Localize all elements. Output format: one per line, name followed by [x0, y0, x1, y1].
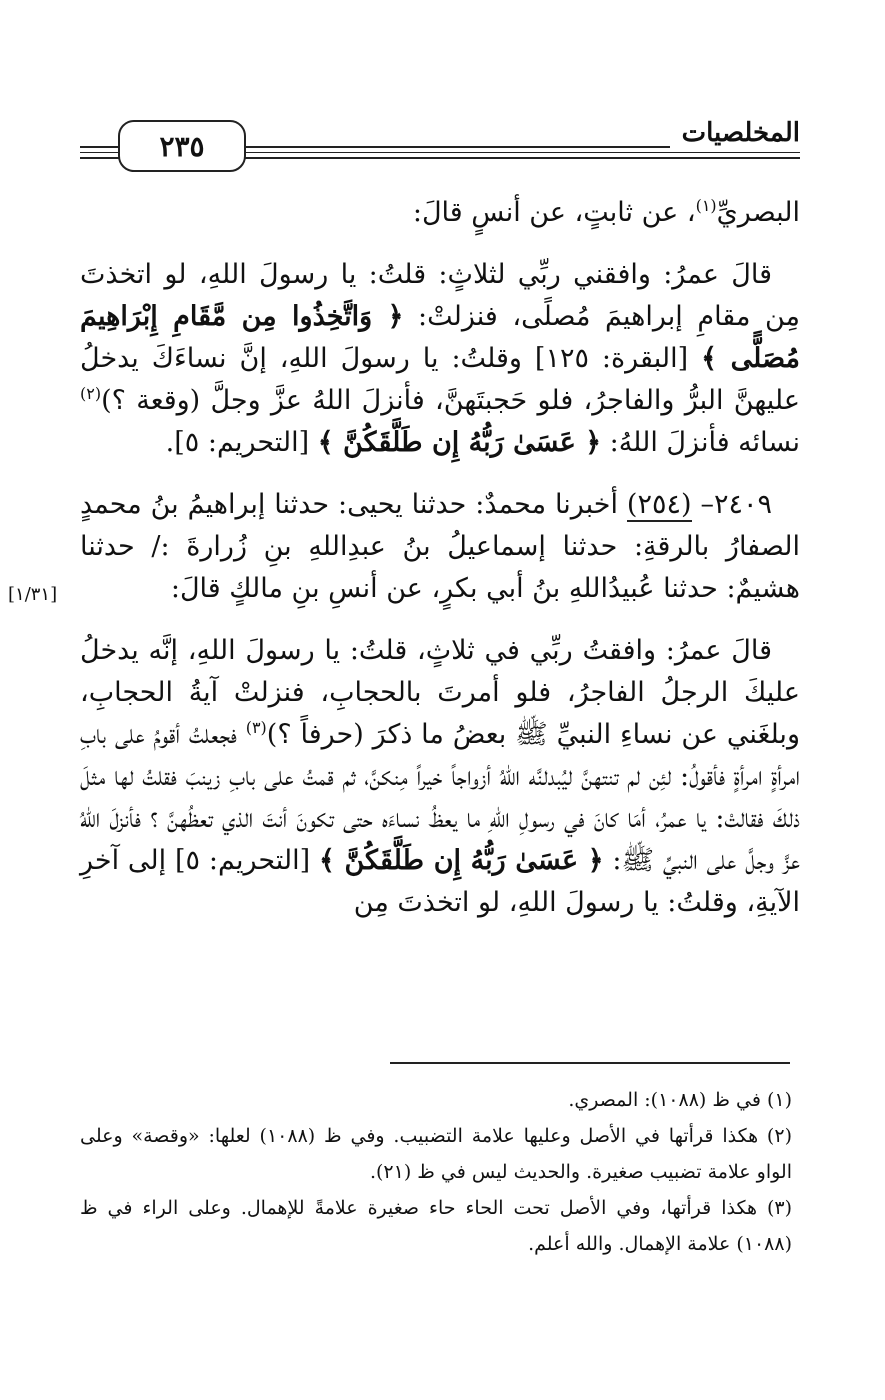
footnote-marker: (٣) — [245, 718, 267, 737]
paragraph-isnad-end — [80, 192, 800, 234]
paragraph-matn — [80, 254, 800, 464]
paragraph-hadith-isnad — [80, 484, 800, 610]
quran-verse: ﴿ عَسَىٰ رَبُّهُ إِن طَلَّقَكُنَّ ﴾ — [319, 845, 604, 876]
hadith-number: ٢٤٠٩– — [700, 489, 772, 520]
footnote: (٣) هكذا قرأتها، وفي الأصل تحت الحاء حاء صغيرة علامةً للإهمال. وعلى الراء في ظ (١٠٨٨) علامة الإهمال. والله أعلم. — [80, 1197, 792, 1255]
quran-verse: ﴿ عَسَىٰ رَبُّهُ إِن طَلَّقَكُنَّ ﴾ — [317, 427, 602, 458]
manuscript-folio-ref: [١/٣١] — [8, 584, 58, 605]
footnote: (١) في ظ (١٠٨٨): المصري. — [568, 1089, 792, 1111]
text-run: أخبرنا محمدٌ: حدثنا يحيى: حدثنا إبراهيمُ بنُ محمدٍ الصفارُ بالرقةِ: حدثنا إسماعيلُ بنُ عبدِاللهِ بنِ زُرارةَ :/ حدثنا هشيمٌ: حدثنا عُبيدُاللهِ بنُ أبي بكرٍ، عن أنسِ بنِ مالكٍ قالَ: — [80, 489, 800, 604]
footnote: (٢) هكذا قرأتها في الأصل وعليها علامة التضبيب. وفي ظ (١٠٨٨) لعلها: «وقصة» وعلى الواو علامة تضبيب صغيرة. والحديث ليس في ظ (٢١). — [80, 1125, 792, 1183]
text-run: فجعلتُ أقومُ على بابِ امرأةٍ امرأةٍ فأقولُ: لئِن لم تنتهنَّ ليُبدلنَّه اللهُ أزواجاً خيراً مِنكنَّ، ثم قمتُ على بابِ زينبَ فقلتُ لها مثلَ ذلكَ فقالتْ: يا عمرُ، أمَا كانَ في رسولِ اللهِ ما يعظُ نساءَه حتى تكونَ أنتَ الذي تعظُهنَّ ؟ فأنزلَ اللهُ عزَّ وجلَّ على النبيِّ ﷺ: — [80, 719, 801, 876]
footnote-separator — [390, 1062, 790, 1064]
page-header — [80, 118, 800, 170]
text-run: [التحريم: ٥] إلى آخرِ الآيةِ، وقلتُ: يا رسولَ اللهِ، لو اتخذتَ مِن — [80, 845, 800, 918]
text-run: نسائه فأنزلَ اللهُ: — [601, 427, 800, 458]
text-run: [التحريم: ٥]. — [165, 427, 318, 458]
footnotes — [80, 1082, 792, 1262]
text-run: قالَ عمرُ: وافقني ربِّي لثلاثٍ: قلتُ: يا رسولَ اللهِ، لو اتخذتَ مِن مقامِ إبراهيمَ مُصلًى، فنزلتْ: — [80, 259, 801, 332]
footnote-marker: (١) — [695, 196, 717, 215]
text-run: ، عن ثابتٍ، عن أنسٍ قالَ: — [412, 197, 696, 228]
paragraph-matn — [80, 630, 800, 924]
text-run: قالَ عمرُ: وافقتُ ربِّي في ثلاثٍ، قلتُ: يا رسولَ اللهِ، إنَّه يدخلُ عليكَ الرجلُ الفاجرُ، فلو أمرتَ بالحجابِ، فنزلتْ آيةُ الحجابِ، وبلغَني عن نساءِ النبيِّ ﷺ بعضُ ما ذكرَ (حرفاً ؟) — [80, 635, 800, 750]
hadith-inner-number: (٢٥٤) — [626, 489, 692, 520]
page-number: ٢٣٥ — [118, 120, 246, 172]
main-text — [80, 192, 800, 924]
footnote-marker: (٢) — [80, 384, 102, 403]
text-run: [البقرة: ١٢٥] وقلتُ: يا رسولَ اللهِ، إنَّ نساءَكَ يدخلُ عليهنَّ البرُّ والفاجرُ، فلو حَجبتَهنَّ، فأنزلَ اللهُ عزَّ وجلَّ (وقعة ؟) — [80, 343, 800, 416]
quran-verse: ﴿ وَاتَّخِذُوا مِن مَّقَامِ إِبْرَاهِيمَ مُصَلًّى ﴾ — [80, 301, 801, 374]
running-title: المخلصيات — [670, 118, 800, 148]
text-run: البصريِّ — [716, 197, 800, 228]
